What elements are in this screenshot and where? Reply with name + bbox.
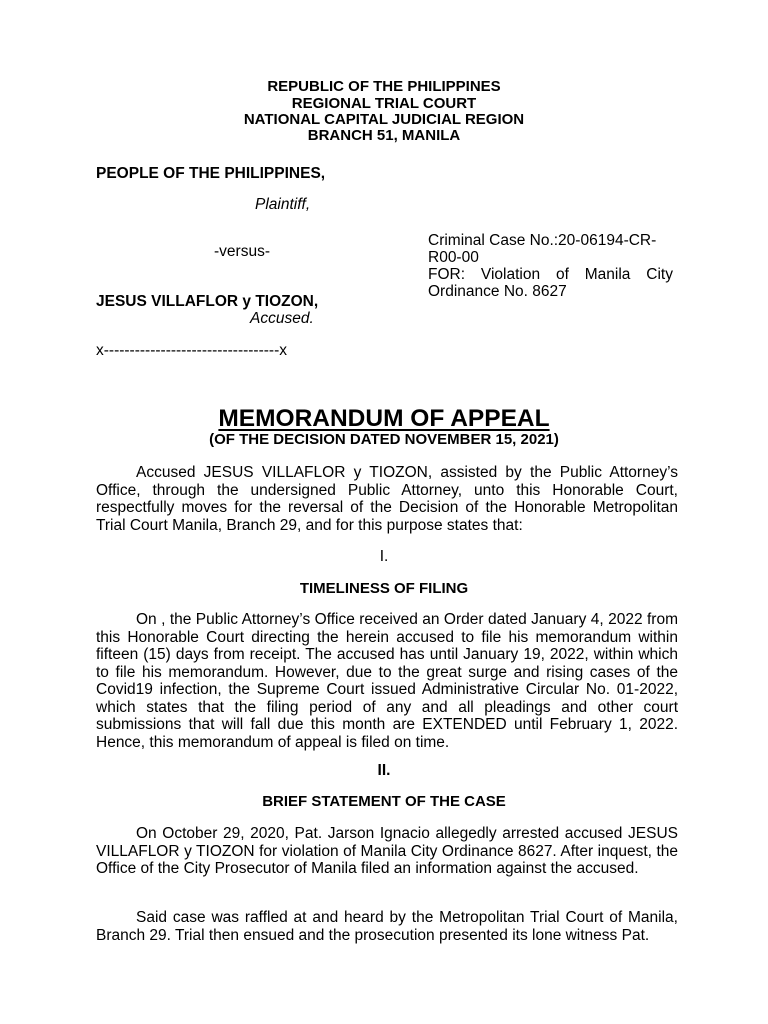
case-for-line1: FOR: Violation of Manila City	[428, 266, 673, 283]
case-number-line1: Criminal Case No.:20-06194-CR-	[428, 232, 657, 249]
intro-paragraph: Accused JESUS VILLAFLOR y TIOZON, assisted by the Public Attorney’s Office, through the undersigned Public Attorney, unto this Honorable Court, respectfully moves for the reversal of the Decision of the Honorable Metropolitan Trial Court Manila, Branch 29, and for this purpose states that:	[96, 464, 678, 534]
accused-role: Accused.	[250, 310, 314, 327]
section-2-heading: BRIEF STATEMENT OF THE CASE	[262, 793, 506, 810]
section-1-body: On , the Public Attorney’s Office received an Order dated January 4, 2022 from this Honorable Court directing the herein accused to file his memorandum within fifteen (15) days from receipt. The accused has until January 19, 2022, within which to file his memorandum. However, due to the great surge and rising cases of the Covid19 infection, the Supreme Court issued Administrative Circular No. 01-2022, which states that the filing period of any and all pleadings and other court submissions that will fall due this month are EXTENDED until February 1, 2022. Hence, this memorandum of appeal is filed on time.	[96, 611, 678, 751]
section-1-heading: TIMELINESS OF FILING	[299, 580, 469, 597]
document-title: MEMORANDUM OF APPEAL	[218, 405, 550, 432]
document-subtitle: (OF THE DECISION DATED NOVEMBER 15, 2021)	[209, 431, 559, 448]
versus-text: -versus-	[214, 243, 270, 260]
accused-name: JESUS VILLAFLOR y TIOZON,	[96, 293, 319, 310]
case-number-line2: R00-00	[428, 249, 479, 266]
court-header-region: NATIONAL CAPITAL JUDICIAL REGION	[243, 111, 525, 128]
section-1-numeral: I.	[379, 548, 389, 565]
plaintiff-role: Plaintiff,	[255, 196, 311, 213]
court-header-rtc: REGIONAL TRIAL COURT	[291, 95, 477, 112]
case-details	[428, 232, 673, 300]
plaintiff-name: PEOPLE OF THE PHILIPPINES,	[96, 165, 326, 182]
case-for-line2: Ordinance No. 8627	[428, 283, 567, 300]
section-2-paragraph-1: On October 29, 2020, Pat. Jarson Ignacio allegedly arrested accused JESUS VILLAFLOR y TIOZON for violation of Manila City Ordinance 8627. After inquest, the Office of the City Prosecutor of Manila filed an information against the accused.	[96, 825, 678, 877]
court-header-branch: BRANCH 51, MANILA	[307, 127, 461, 144]
court-header-republic: REPUBLIC OF THE PHILIPPINES	[267, 78, 501, 95]
section-2-paragraph-2: Said case was raffled at and heard by the Metropolitan Trial Court of Manila, Branch 29. Trial then ensued and the prosecution presented its lone witness Pat.	[96, 909, 678, 944]
caption-separator: x----------------------------------x	[96, 342, 287, 359]
section-2-numeral: II.	[377, 762, 391, 779]
